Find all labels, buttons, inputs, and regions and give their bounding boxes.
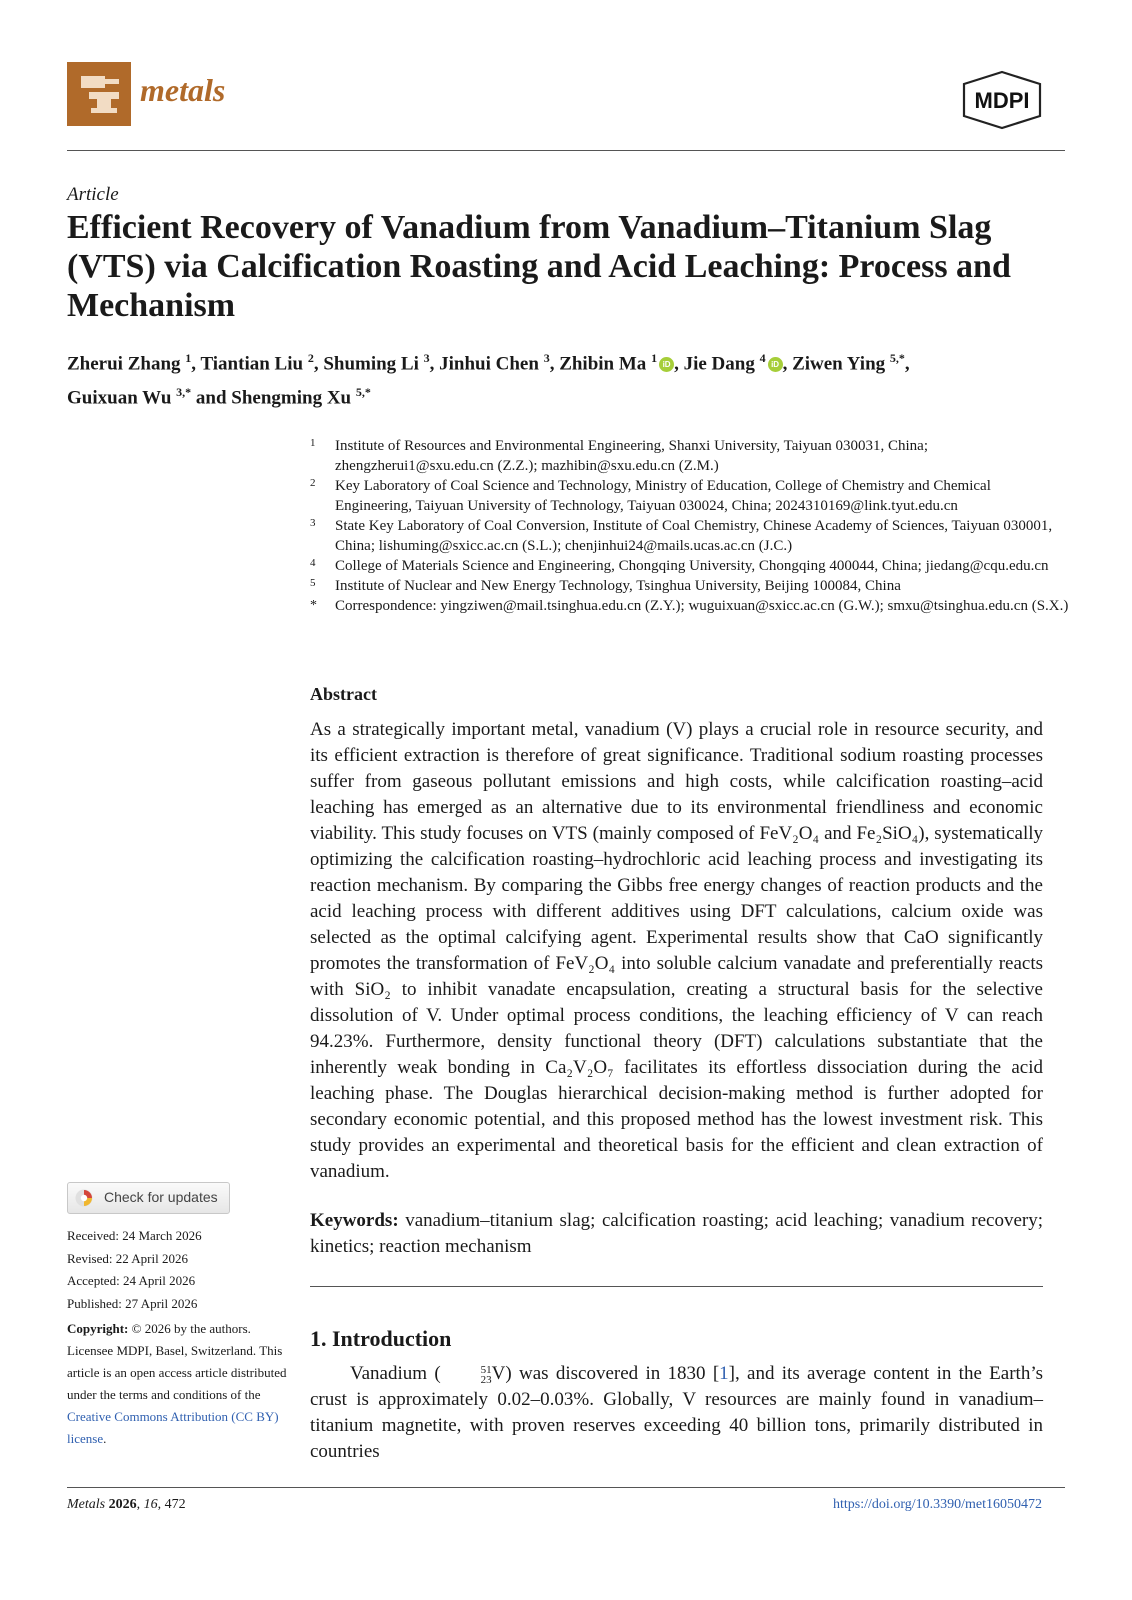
author-name: Shuming Li [323, 353, 419, 375]
author-name: Zhibin Ma [559, 353, 647, 375]
check-updates-icon [75, 1189, 93, 1207]
citation-link[interactable]: 1 [719, 1363, 729, 1384]
intro-paragraph: Vanadium ( 51 23 V) was discovered in 1830 [1], and its average content in the Earth’s crust is approximately 0.02–0.03%. Globally, V resources are mainly found in vanadium–titanium magnetite, with proven reserves exceeding 40 billion tons, primarily distributed in countries [310, 1363, 1043, 1462]
correspondence: * Correspondence: yingziwen@mail.tsinghua.edu.cn (Z.Y.); wuguixuan@sxicc.ac.cn (G.W.); smxu@tsinghua.edu.cn (S.X.) [310, 598, 1069, 614]
author-affiliation-mark: 1 [651, 351, 658, 365]
header-divider [67, 150, 1065, 151]
article-type: Article [67, 184, 119, 205]
author-name: Jie Dang [683, 353, 755, 375]
isotope-notation: 51 23 [480, 1364, 492, 1386]
affiliations [310, 436, 1070, 616]
publisher-name: MDPI [974, 88, 1030, 113]
affiliation: 4 College of Materials Science and Engineering, Chongqing University, Chongqing 400044, China; jiedang@cqu.edu.cn [310, 557, 1049, 574]
author-affiliation-mark: 5,* [889, 351, 905, 365]
abstract-heading: Abstract [310, 684, 377, 704]
check-updates-label: Check for updates [104, 1189, 218, 1205]
affiliation: 3 State Key Laboratory of Coal Conversion, Institute of Coal Chemistry, Chinese Academy of Sciences, Taiyuan 030001, China; lishuming@sxicc.ac.cn (S.L.); chenjinhui24@mails.ucas.ac.cn (J.C.) [310, 517, 1053, 554]
keywords [310, 1208, 1043, 1260]
orcid-icon[interactable]: iD [659, 357, 674, 372]
doi-link[interactable]: https://doi.org/10.3390/met16050472 [833, 1497, 1042, 1512]
author-affiliation-mark: 1 [185, 351, 192, 365]
author-name: Tiantian Liu [200, 353, 304, 375]
section-divider [310, 1286, 1043, 1287]
author-affiliation-mark: 3 [543, 351, 550, 365]
check-for-updates-button[interactable] [67, 1182, 230, 1214]
publication-dates [67, 1225, 287, 1315]
journal-logo [67, 62, 131, 126]
author-affiliation-mark: 3,* [176, 385, 192, 400]
anvil-icon [67, 62, 131, 126]
footer-divider [67, 1487, 1065, 1488]
journal-name: metals [140, 72, 226, 108]
author-name: Shengming Xu [231, 387, 352, 409]
revised-date: Revised: 22 April 2026 [67, 1250, 188, 1266]
author-affiliation-mark: 3 [423, 351, 430, 365]
mdpi-logo [960, 70, 1044, 130]
accepted-date: Accepted: 24 April 2026 [67, 1273, 196, 1288]
author-list: Zherui Zhang $^1$, Tiantian Liu $^2$, Shuming Li $^3$, Jinhui Chen $^3$, Zhibin Ma $^1$ iD , Jie Dang $^4$ iD , Ziwen Ying $^{5,*}$, Guixuan Wu $^{3,*}$ and Shengming Xu $^{5,*}$ [67, 351, 910, 409]
affiliation: 5 Institute of Nuclear and New Energy Technology, Tsinghua University, Beijing 100084, China [310, 577, 901, 594]
keywords-text: vanadium–titanium slag; calcification roasting; acid leaching; vanadium recovery; kinetics; reaction mechanism [310, 1210, 1044, 1257]
affiliation: 1 Institute of Resources and Environmental Engineering, Shanxi University, Taiyuan 030031, China; zhengzherui1@sxu.edu.cn (Z.Z.); mazhibin@sxu.edu.cn (Z.M.) [310, 437, 929, 474]
orcid-icon[interactable]: iD [768, 357, 783, 372]
footer-citation: Metals 2026, 16, 472 [67, 1497, 186, 1512]
author-affiliation-mark: 5,* [355, 385, 371, 400]
received-date: Received: 24 March 2026 [67, 1228, 202, 1243]
published-date: Published: 27 April 2026 [67, 1295, 198, 1311]
section-heading: 1. Introduction [310, 1326, 452, 1351]
author-name: Zherui Zhang [67, 353, 181, 375]
affiliation: 2 Key Laboratory of Coal Science and Technology, Ministry of Education, College of Chemistry and Chemical Engineering, Taiyuan University of Technology, Taiyuan 030024, China; 2024310169@link.tyut.edu.cn [310, 477, 991, 514]
author-name: Ziwen Ying [792, 353, 886, 375]
keywords-label: Keywords: [310, 1210, 399, 1231]
author-name: Jinhui Chen [439, 353, 539, 375]
author-name: Guixuan Wu [67, 387, 172, 409]
article-title: Efficient Recovery of Vanadium from Vanadium–Titanium Slag (VTS) via Calcification Roasting and Acid Leaching: Process and Mechanism [67, 209, 1011, 324]
license-link[interactable]: Creative Commons Attribution (CC BY) license [67, 1409, 279, 1446]
author-affiliation-mark: 4 [759, 351, 766, 365]
author-affiliation-mark: 2 [307, 351, 314, 365]
abstract-text: As a strategically important metal, vanadium (V) plays a crucial role in resource security, and its efficient extraction is therefore of great significance. Traditional sodium roasting processes suffer from gaseous pollutant emissions and high costs, while calcification roasting–acid leaching has emerged as an alternative due to its environmental friendliness and economic viability. This study focuses on VTS (mainly composed of FeV₂O₄ and Fe₂SiO₄), systematically optimizing the calcification roasting–hydrochloric acid leaching process and investigating its reaction mechanism. By comparing the Gibbs free energy changes of reaction products and the acid leaching process with different additives using DFT calculations, calcium oxide was selected as the optimal calcifying agent. Experimental results show that CaO significantly promotes the transformation of FeV₂O₄ into soluble calcium vanadate and preferentially reacts with SiO₂ to inhibit vanadate encapsulation, creating a structural basis for the selective dissolution of V. Under optimal process conditions, the leaching efficiency of V can reach 94.23%. Furthermore, density functional theory (DFT) calculations substantiate that the inherently weak bonding in Ca₂V₂O₇ facilitates its effortless dissociation during the acid leaching phase. The Douglas hierarchical decision-making method is further adopted for secondary economic potential, and this proposed method has the lowest investment risk. This study provides an experimental and theoretical basis for the efficient and clean extraction of vanadium. [310, 719, 1043, 1182]
copyright-notice: Copyright: © 2026 by the authors. Licensee MDPI, Basel, Switzerland. This article is an open access article distributed under the terms and conditions of the Creative Commons Attribution (CC BY) license. [67, 1321, 287, 1446]
